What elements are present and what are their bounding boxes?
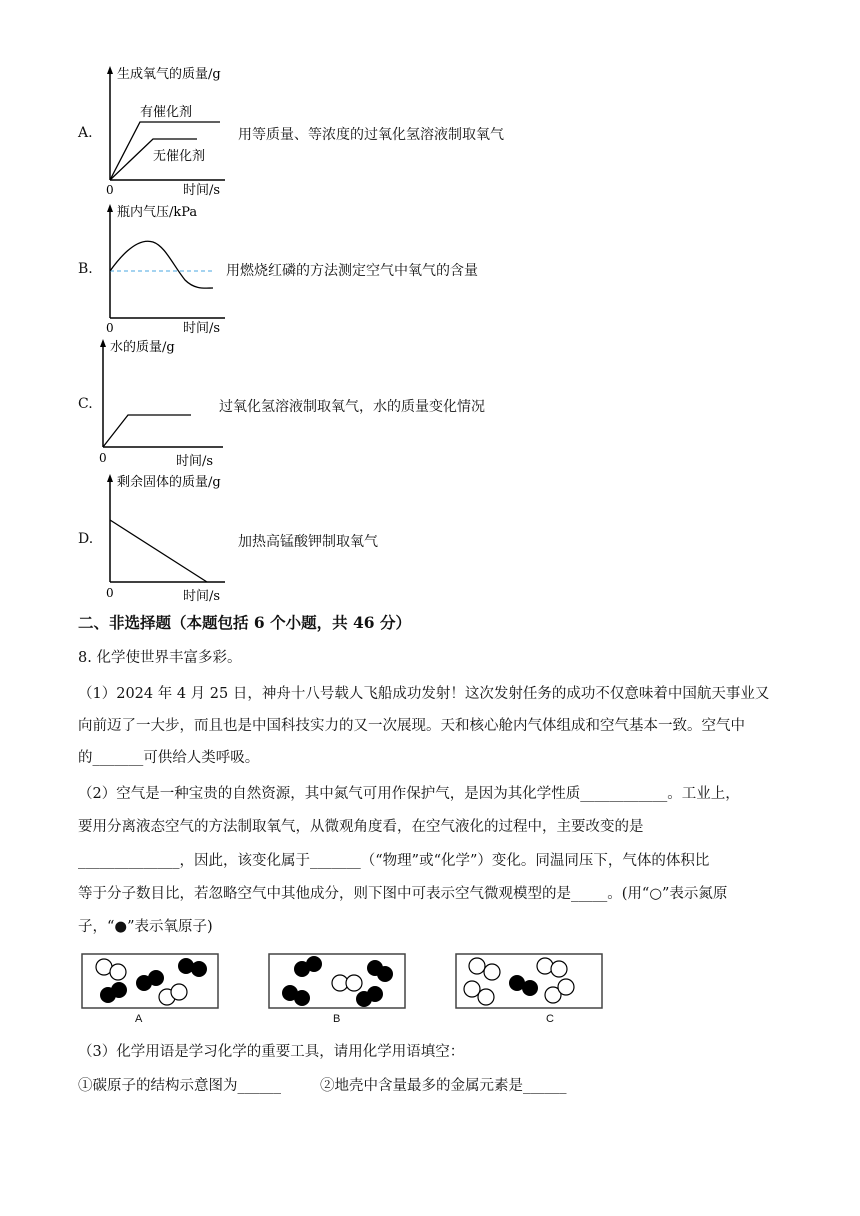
model-label-a: A xyxy=(135,1013,143,1025)
q8-p2-line5: 子，“●”表示氧原子) xyxy=(78,919,213,935)
x-label: 时间/s xyxy=(183,589,221,604)
y-axis-arrow xyxy=(107,66,113,74)
origin-label: 0 xyxy=(106,183,114,197)
option-letter: A. xyxy=(78,125,93,141)
q8-p2-line4: 等于分子数目比，若忽略空气中其他成分，则下图中可表示空气微观模型的是_____。(用“○”表示氮原 xyxy=(78,886,728,902)
section-title: 二、非选择题（本题包括 6 个小题，共 46 分） xyxy=(78,613,411,632)
y-label: 生成氧气的质量/g xyxy=(117,67,221,82)
model-b xyxy=(268,953,406,1009)
option-letter: D. xyxy=(78,531,94,547)
model-label-c: C xyxy=(546,1013,554,1025)
y-label: 剩余固体的质量/g xyxy=(117,475,221,490)
option-letter: C. xyxy=(78,396,93,412)
option-description: 加热高锰酸钾制取氧气 xyxy=(238,534,378,550)
option-description: 用燃烧红磷的方法测定空气中氧气的含量 xyxy=(226,263,478,279)
origin-label: 0 xyxy=(106,586,114,600)
y-label: 水的质量/g xyxy=(110,340,175,355)
q8-p1-line3: 的_______可供给人类呼吸。 xyxy=(78,750,260,766)
graph-c xyxy=(88,335,228,470)
model-label-b: B xyxy=(333,1013,341,1025)
q8-p3-sub1: ①碳原子的结构示意图为______ xyxy=(78,1078,281,1094)
graph-a xyxy=(95,62,235,197)
option-description: 过氧化氢溶液制取氧气，水的质量变化情况 xyxy=(219,399,485,415)
y-axis-arrow xyxy=(100,339,106,347)
q8-p3-sub2: ②地壳中含量最多的金属元素是______ xyxy=(320,1078,567,1094)
model-c xyxy=(455,953,603,1009)
option-description: 用等质量、等浓度的过氧化氢溶液制取氧气 xyxy=(238,127,504,143)
q8-p1-line2: 向前迈了一大步，而且也是中国科技实力的又一次展现。天和核心舱内气体组成和空气基本一致。空气中 xyxy=(78,718,745,734)
q8-p1-line1: （1）2024 年 4 月 25 日，神舟十八号载人飞船成功发射！这次发射任务的成功不仅意味着中国航天事业又 xyxy=(78,686,770,702)
graph-d xyxy=(95,470,235,605)
water-curve xyxy=(103,415,191,447)
q8-p2-line1: （2）空气是一种宝贵的自然资源，其中氮气可用作保护气，是因为其化学性质____________。工业上， xyxy=(78,786,740,802)
solid-mass-curve xyxy=(110,520,207,582)
y-axis-arrow xyxy=(107,204,113,212)
pressure-curve xyxy=(110,241,213,288)
origin-label: 0 xyxy=(99,451,107,465)
y-axis-arrow xyxy=(107,474,113,482)
x-label: 时间/s xyxy=(183,321,221,335)
option-letter: B. xyxy=(78,261,93,277)
x-label: 时间/s xyxy=(176,454,214,469)
question-8-title: 8. 化学使世界丰富多彩。 xyxy=(78,650,242,666)
x-label: 时间/s xyxy=(183,183,221,197)
q8-p2-line2: 要用分离液态空气的方法制取氧气，从微观角度看，在空气液化的过程中，主要改变的是 xyxy=(78,819,644,835)
q8-p3: （3）化学用语是学习化学的重要工具，请用化学用语填空： xyxy=(78,1044,465,1060)
curve-label-no-catalyst: 无催化剂 xyxy=(153,149,206,164)
model-a xyxy=(81,953,219,1009)
y-label: 瓶内气压/kPa xyxy=(117,205,198,220)
curve-label-catalyst: 有催化剂 xyxy=(140,105,193,120)
q8-p2-line3: ______________，因此，该变化属于_______（“物理”或“化学”）变化。同温同压下，气体的体积比 xyxy=(78,853,710,869)
graph-b xyxy=(95,200,235,335)
origin-label: 0 xyxy=(106,321,114,335)
